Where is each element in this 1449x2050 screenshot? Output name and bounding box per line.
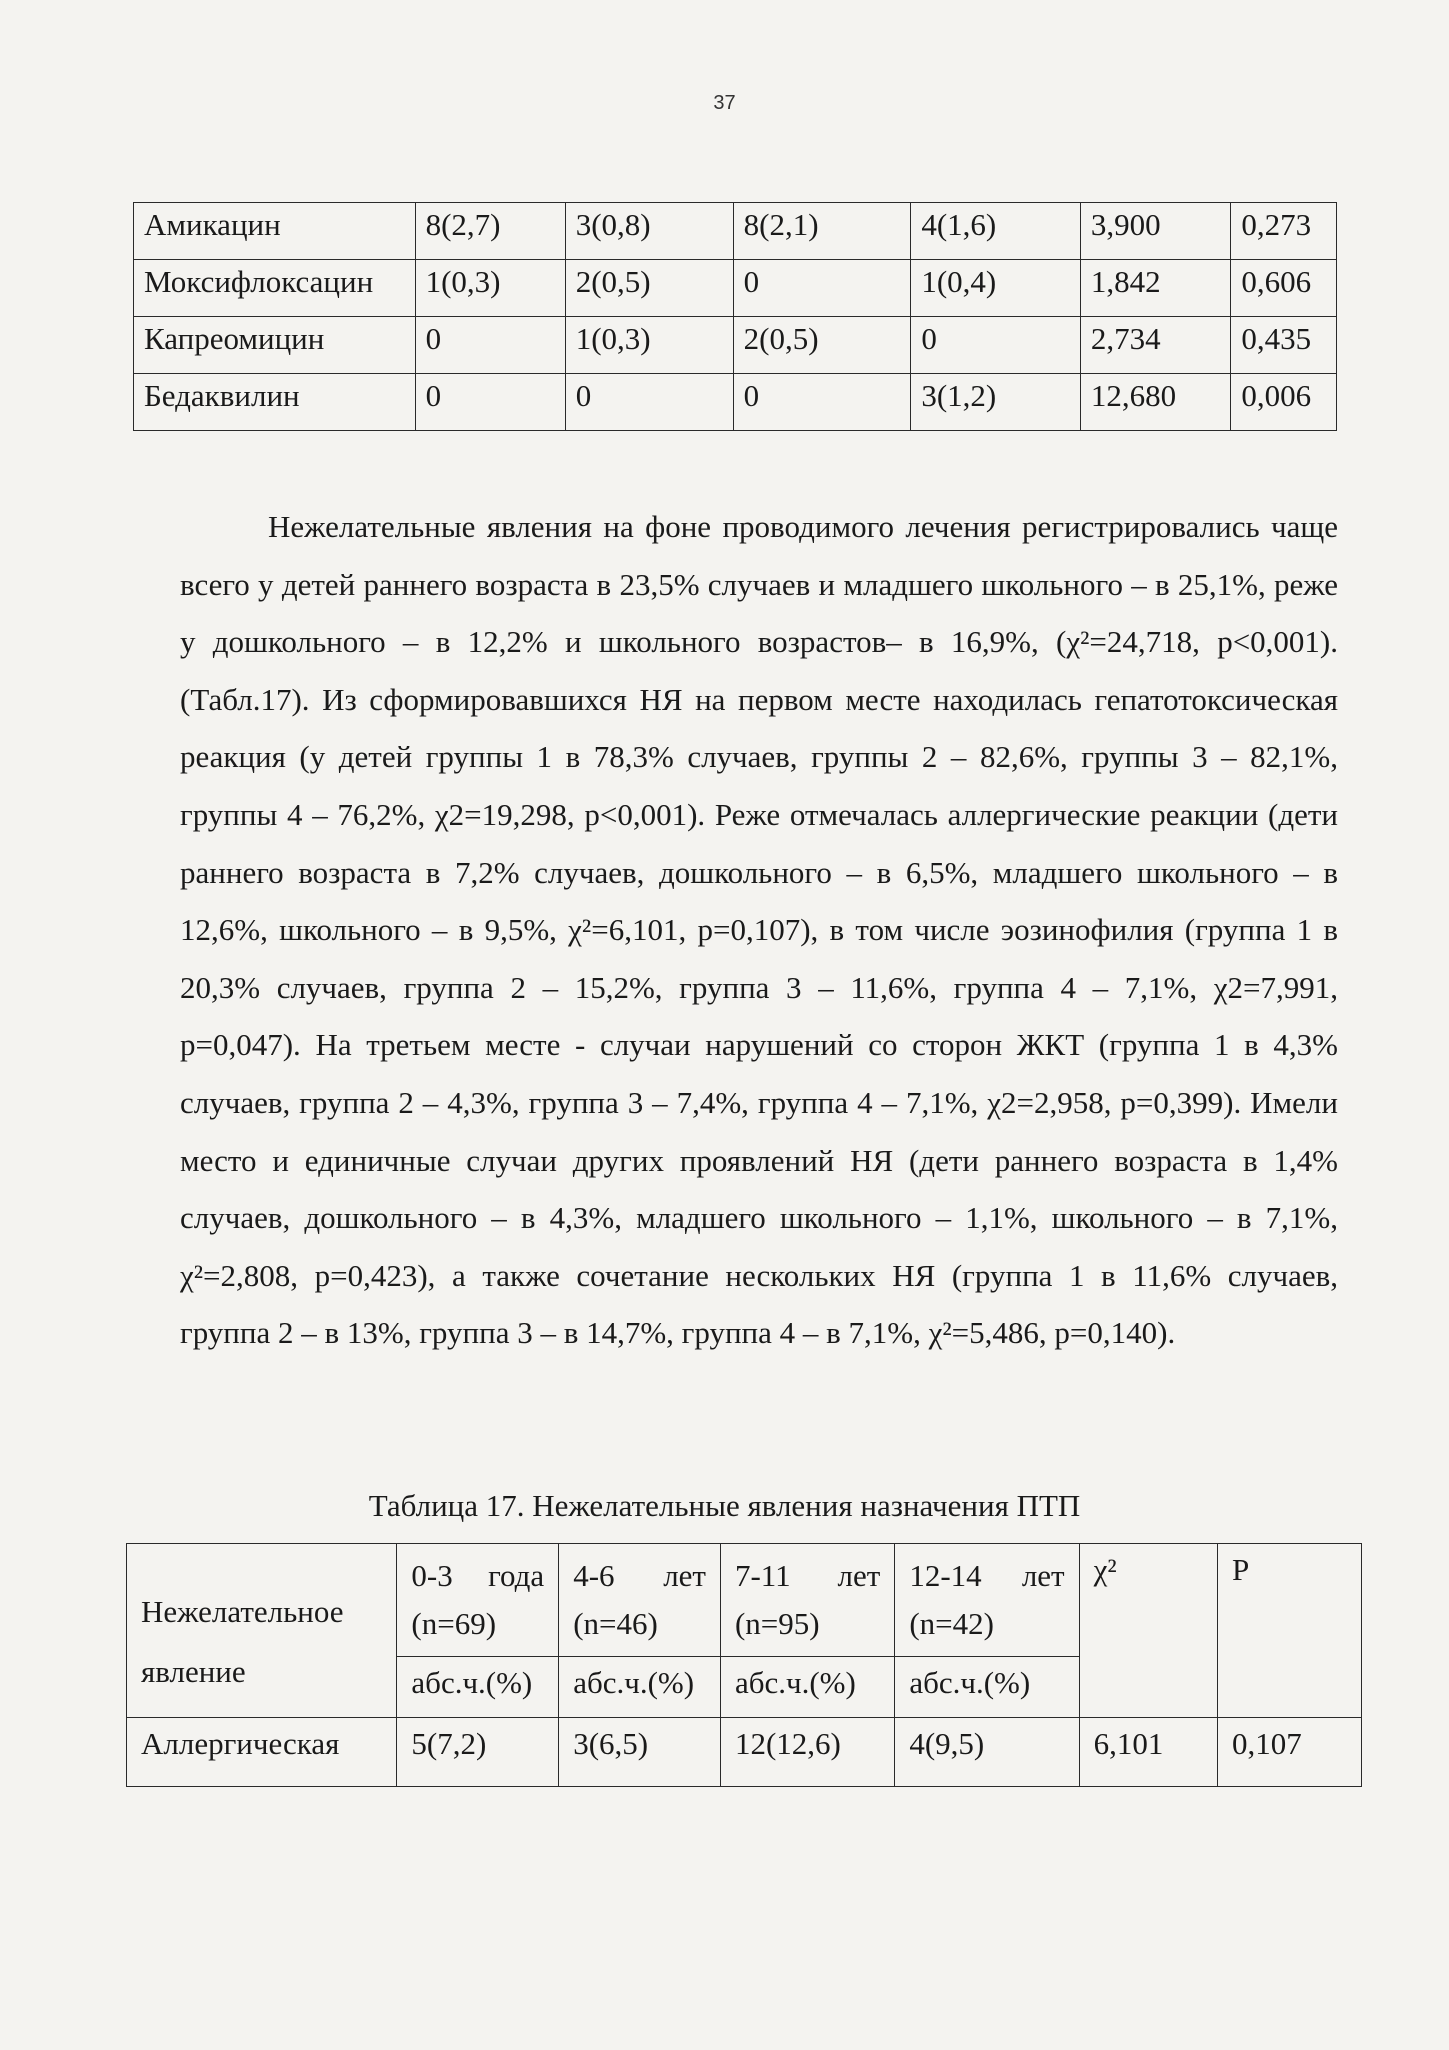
table-header-row	[127, 1544, 1362, 1657]
table-cell: 2(0,5)	[565, 260, 733, 317]
table-cell: 3(1,2)	[911, 374, 1081, 431]
table-row	[127, 1718, 1362, 1787]
table-cell: 0	[733, 374, 911, 431]
table-cell: 0,606	[1231, 260, 1337, 317]
header-adverse-event: Нежелательное явление	[127, 1544, 397, 1718]
table-cell: 0	[911, 317, 1081, 374]
table-row	[134, 374, 1337, 431]
drug-adverse-events-table	[133, 202, 1337, 431]
table-row	[134, 260, 1337, 317]
header-chi-square: χ²	[1079, 1544, 1217, 1718]
table-cell: 0,435	[1231, 317, 1337, 374]
header-p-value: P	[1217, 1544, 1361, 1718]
table-cell: 0	[733, 260, 911, 317]
table-cell: 0,273	[1231, 203, 1337, 260]
table-cell: 1(0,3)	[415, 260, 565, 317]
header-group-1: 0-3 года (n=69)	[397, 1544, 559, 1657]
table-cell: 1(0,4)	[911, 260, 1081, 317]
table-cell: 0	[415, 317, 565, 374]
header-group-3: 7-11 лет (n=95)	[720, 1544, 894, 1657]
table-cell: Бедаквилин	[134, 374, 416, 431]
table-cell: 8(2,7)	[415, 203, 565, 260]
table-row	[134, 203, 1337, 260]
table-cell: Капреомицин	[134, 317, 416, 374]
table-cell: 2(0,5)	[733, 317, 911, 374]
table-cell: Моксифлоксацин	[134, 260, 416, 317]
table-cell: Аллергическая	[127, 1718, 397, 1787]
table-cell: 0	[565, 374, 733, 431]
header-unit: абс.ч.(%)	[895, 1657, 1079, 1718]
table-cell: 4(9,5)	[895, 1718, 1079, 1787]
table-cell: Амикацин	[134, 203, 416, 260]
header-group-4: 12-14 лет (n=42)	[895, 1544, 1079, 1657]
table-cell: 12(12,6)	[720, 1718, 894, 1787]
table-row	[134, 317, 1337, 374]
table-cell: 0	[415, 374, 565, 431]
header-unit: абс.ч.(%)	[720, 1657, 894, 1718]
table-cell: 3(6,5)	[559, 1718, 721, 1787]
table-cell: 3,900	[1080, 203, 1231, 260]
paragraph-text: Нежелательные явления на фоне проводимого лечения регистрировались чаще всего у детей раннего возраста в 23,5% случаев и младшего школьного – в 25,1%, реже у дошкольного – в 12,2% и школьного возрастов– в 16,9%, (χ²=24,718, p<0,001). (Табл.17). Из сформировавшихся НЯ на первом месте находилась гепатотоксическая реакция (у детей группы 1 в 78,3% случаев, группы 2 – 82,6%, группы 3 – 82,1%, группы 4 – 76,2%, χ2=19,298, p<0,001). Реже отмечалась аллергические реакции (дети раннего возраста в 7,2% случаев, дошкольного – в 6,5%, младшего школьного – в 12,6%, школьного – в 9,5%, χ²=6,101, p=0,107), в том числе эозинофилия (группа 1 в 20,3% случаев, группа 2 – 15,2%, группа 3 – 11,6%, группа 4 – 7,1%, χ2=7,991, p=0,047). На третьем месте - случаи нарушений со сторон ЖКТ (группа 1 в 4,3% случаев, группа 2 – 4,3%, группа 3 – 7,4%, группа 4 – 7,1%, χ2=2,958, p=0,399). Имели место и единичные случаи других проявлений НЯ (дети раннего возраста в 1,4% случаев, дошкольного – в 4,3%, младшего школьного – 1,1%, школьного – в 7,1%, χ²=2,808, p=0,423), а также сочетание нескольких НЯ (группа 1 в 11,6% случаев, группа 2 – в 13%, группа 3 – в 14,7%, группа 4 – в 7,1%, χ²=5,486, p=0,140).	[180, 509, 1338, 1351]
table-cell: 1(0,3)	[565, 317, 733, 374]
table-cell: 3(0,8)	[565, 203, 733, 260]
table-cell: 8(2,1)	[733, 203, 911, 260]
adverse-events-table	[126, 1543, 1362, 1787]
table-cell: 0,107	[1217, 1718, 1361, 1787]
table-cell: 4(1,6)	[911, 203, 1081, 260]
header-unit: абс.ч.(%)	[559, 1657, 721, 1718]
table-cell: 5(7,2)	[397, 1718, 559, 1787]
body-paragraph	[180, 498, 1338, 1362]
table-cell: 2,734	[1080, 317, 1231, 374]
table-cell: 1,842	[1080, 260, 1231, 317]
table-cell: 12,680	[1080, 374, 1231, 431]
header-unit: абс.ч.(%)	[397, 1657, 559, 1718]
table-cell: 6,101	[1079, 1718, 1217, 1787]
page-number: 37	[713, 92, 736, 114]
header-group-2: 4-6 лет (n=46)	[559, 1544, 721, 1657]
table-cell: 0,006	[1231, 374, 1337, 431]
table-caption: Таблица 17. Нежелательные явления назначения ПТП	[368, 1488, 1081, 1523]
